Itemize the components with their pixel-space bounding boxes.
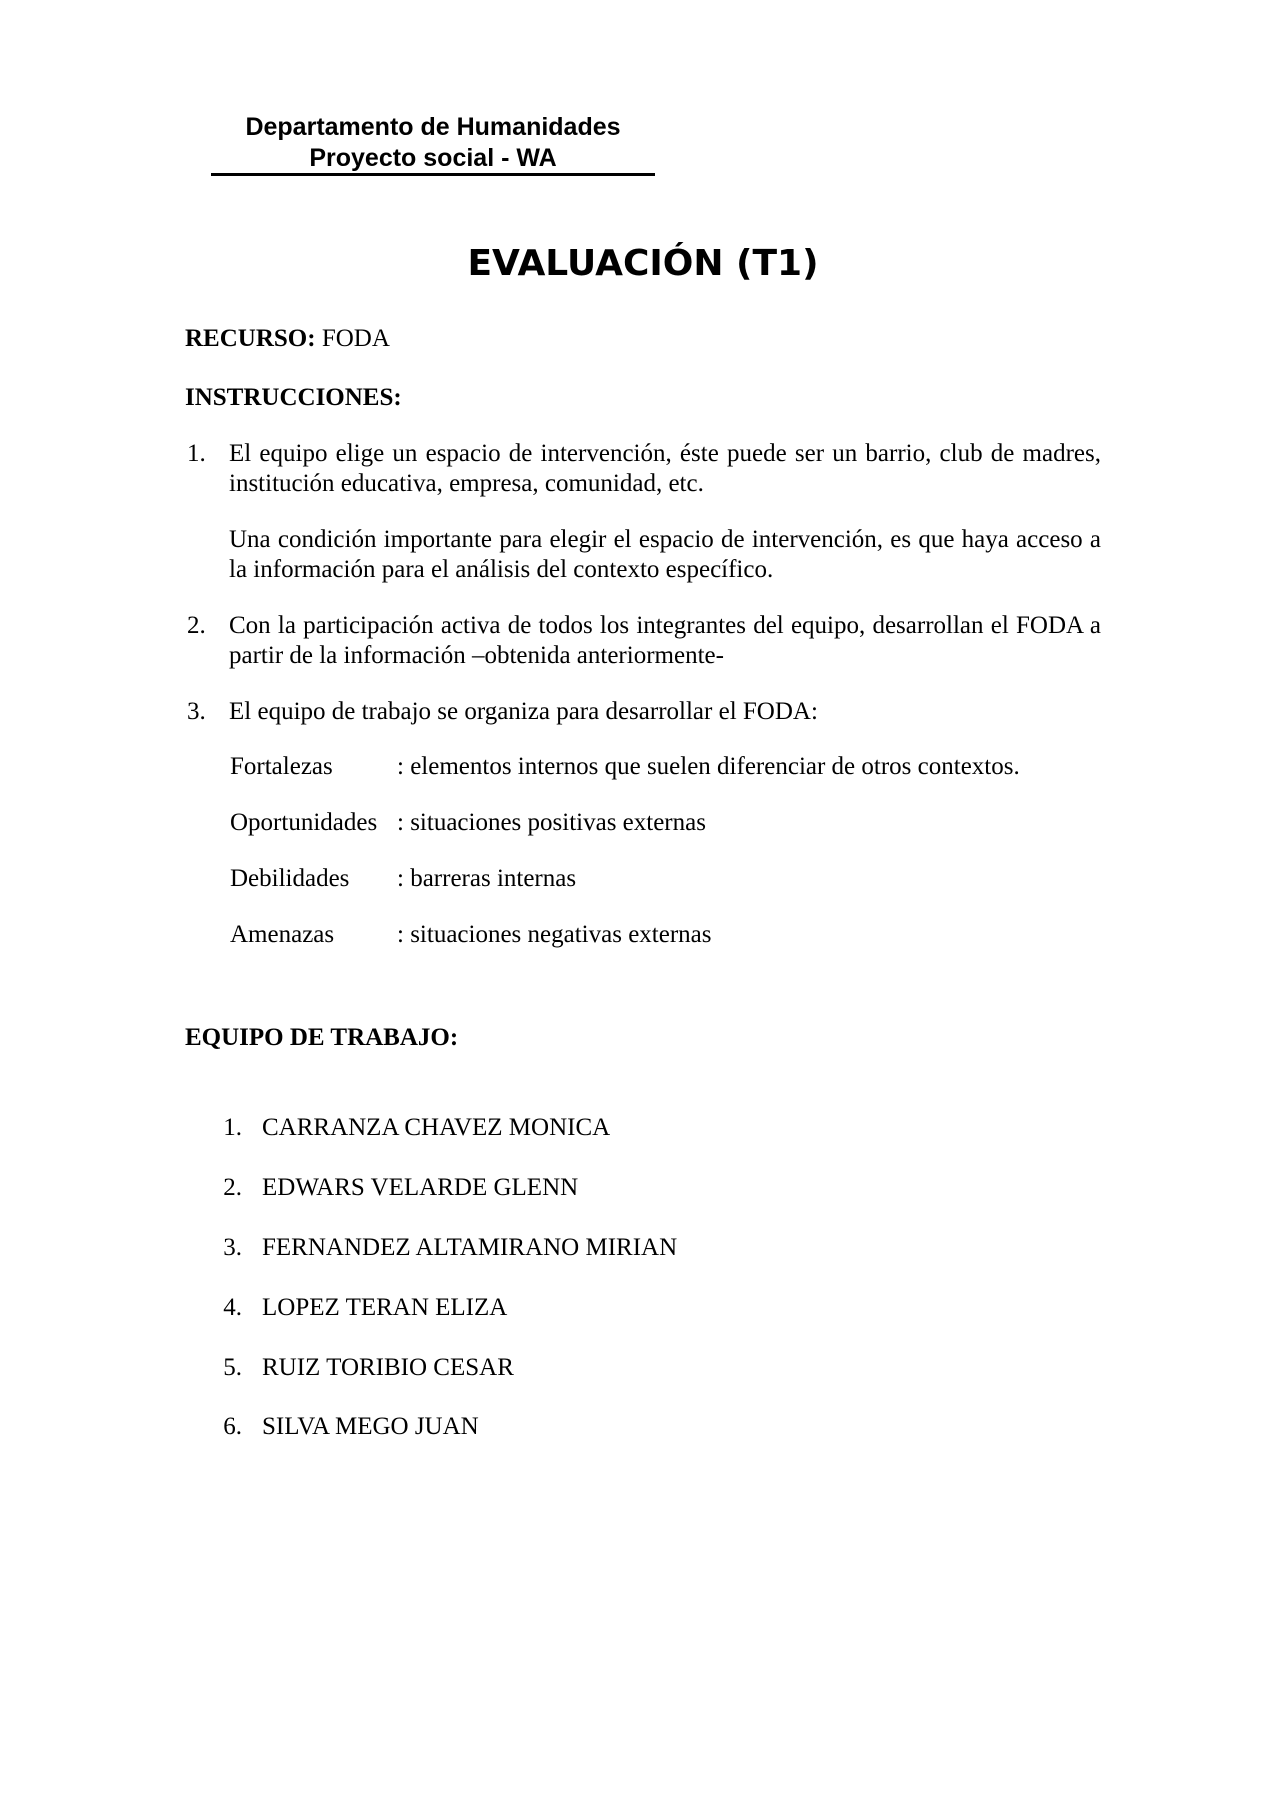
member-name: FERNANDEZ ALTAMIRANO MIRIAN [262, 1234, 678, 1261]
member-name: EDWARS VELARDE GLENN [262, 1174, 579, 1201]
member-number: 2. [223, 1174, 242, 1201]
foda-definition: : situaciones negativas externas [397, 921, 712, 948]
instruction-number: 3. [187, 698, 206, 725]
member-name: RUIZ TORIBIO CESAR [262, 1354, 514, 1381]
foda-term: Amenazas [230, 921, 335, 948]
page-title: EVALUACIÓN (T1) [467, 243, 819, 284]
member-number: 5. [223, 1354, 242, 1381]
member-name: LOPEZ TERAN ELIZA [262, 1294, 508, 1321]
recurso-label: RECURSO: [185, 325, 316, 352]
foda-term: Debilidades [230, 865, 350, 892]
instruction-number: 2. [187, 612, 206, 639]
member-name: CARRANZA CHAVEZ MONICA [262, 1114, 611, 1141]
member-number: 3. [223, 1234, 242, 1261]
header-underline [211, 173, 655, 176]
team-heading: EQUIPO DE TRABAJO: [185, 1024, 459, 1051]
instruction-number: 1. [187, 440, 206, 467]
instruction-text: El equipo elige un espacio de intervención, éste puede ser un barrio, club de madres, institución educativa, empresa, comunidad, etc. [229, 440, 1101, 497]
foda-term: Oportunidades [230, 809, 378, 836]
instructions-heading: INSTRUCCIONES: [185, 384, 402, 411]
project-name: Proyecto social - WA [309, 144, 557, 172]
instruction-text: Con la participación activa de todos los integrantes del equipo, desarrollan el FODA a partir de la información –obtenida anteriormente- [229, 612, 1101, 669]
foda-definition: : barreras internas [397, 865, 577, 892]
foda-term: Fortalezas [230, 753, 333, 780]
foda-definition: : elementos internos que suelen diferenciar de otros contextos. [397, 753, 1020, 780]
document-header [211, 112, 655, 174]
department-name: Departamento de Humanidades [245, 113, 621, 141]
foda-definition: : situaciones positivas externas [397, 809, 706, 836]
member-number: 1. [223, 1114, 242, 1141]
member-number: 4. [223, 1294, 242, 1321]
member-name: SILVA MEGO JUAN [262, 1413, 479, 1440]
recurso-value: FODA [321, 325, 390, 352]
recurso-line [185, 324, 390, 354]
member-number: 6. [223, 1413, 242, 1440]
instruction-text: El equipo de trabajo se organiza para desarrollar el FODA: [229, 698, 818, 725]
instruction-text: Una condición importante para elegir el espacio de intervención, es que haya acceso a la información para el análisis del contexto específico. [229, 526, 1101, 583]
